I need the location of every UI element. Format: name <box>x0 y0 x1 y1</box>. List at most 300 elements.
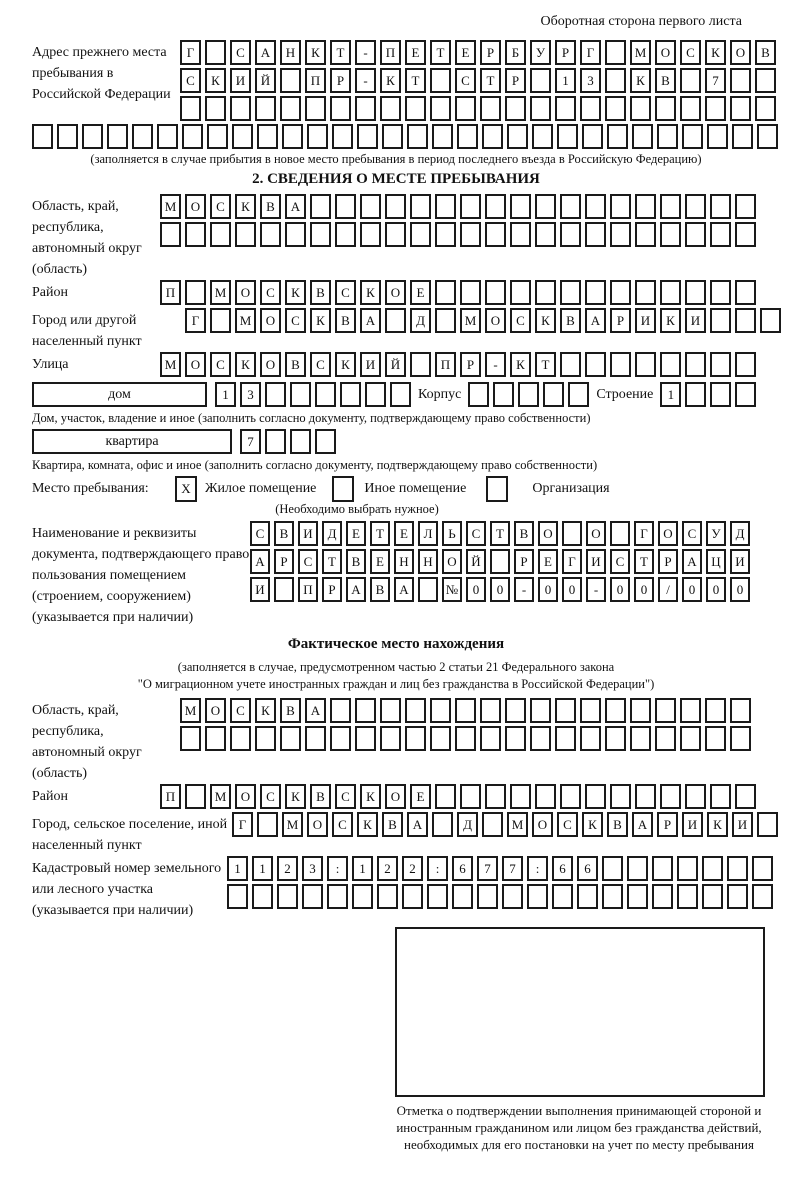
char-cell[interactable]: М <box>507 812 528 837</box>
char-cell[interactable]: М <box>160 352 181 377</box>
char-cell[interactable] <box>185 280 206 305</box>
char-cell[interactable] <box>705 726 726 751</box>
char-cell[interactable]: 7 <box>502 856 523 881</box>
char-cell[interactable]: 0 <box>562 577 582 602</box>
char-cell[interactable]: Т <box>634 549 654 574</box>
char-cell[interactable]: - <box>514 577 534 602</box>
char-cell[interactable]: Н <box>394 549 414 574</box>
char-cell[interactable] <box>485 222 506 247</box>
char-cell[interactable]: А <box>346 577 366 602</box>
char-cell[interactable] <box>560 784 581 809</box>
char-cell[interactable] <box>205 40 226 65</box>
char-cell[interactable] <box>205 96 226 121</box>
char-cell[interactable] <box>735 222 756 247</box>
char-cell[interactable]: А <box>407 812 428 837</box>
char-cell[interactable]: К <box>582 812 603 837</box>
char-cell[interactable]: Й <box>385 352 406 377</box>
char-cell[interactable]: Е <box>455 40 476 65</box>
char-cell[interactable] <box>480 726 501 751</box>
char-cell[interactable] <box>610 280 631 305</box>
char-cell[interactable] <box>307 124 328 149</box>
char-cell[interactable]: Е <box>370 549 390 574</box>
char-cell[interactable] <box>210 222 231 247</box>
char-cell[interactable] <box>755 96 776 121</box>
char-cell[interactable]: О <box>485 308 506 333</box>
char-cell[interactable] <box>510 784 531 809</box>
char-cell[interactable] <box>685 194 706 219</box>
char-cell[interactable]: 3 <box>580 68 601 93</box>
char-cell[interactable] <box>532 124 553 149</box>
char-cell[interactable]: Т <box>490 521 510 546</box>
char-cell[interactable] <box>677 884 698 909</box>
char-cell[interactable] <box>385 222 406 247</box>
char-cell[interactable] <box>405 726 426 751</box>
char-cell[interactable] <box>418 577 438 602</box>
other-premises-checkbox[interactable] <box>332 476 354 502</box>
char-cell[interactable] <box>310 222 331 247</box>
char-cell[interactable]: Р <box>505 68 526 93</box>
char-cell[interactable] <box>357 124 378 149</box>
char-cell[interactable]: - <box>485 352 506 377</box>
char-cell[interactable]: 3 <box>240 382 261 407</box>
char-cell[interactable] <box>635 784 656 809</box>
char-cell[interactable]: О <box>307 812 328 837</box>
char-cell[interactable]: 0 <box>730 577 750 602</box>
char-cell[interactable] <box>685 784 706 809</box>
char-cell[interactable]: И <box>635 308 656 333</box>
char-cell[interactable]: Т <box>370 521 390 546</box>
char-cell[interactable] <box>402 884 423 909</box>
char-cell[interactable]: : <box>527 856 548 881</box>
char-cell[interactable] <box>535 194 556 219</box>
char-cell[interactable] <box>585 280 606 305</box>
char-cell[interactable]: О <box>260 352 281 377</box>
char-cell[interactable]: - <box>586 577 606 602</box>
char-cell[interactable]: В <box>560 308 581 333</box>
char-cell[interactable] <box>730 726 751 751</box>
char-cell[interactable]: / <box>658 577 678 602</box>
char-cell[interactable]: 0 <box>490 577 510 602</box>
char-cell[interactable]: А <box>585 308 606 333</box>
char-cell[interactable]: И <box>250 577 270 602</box>
char-cell[interactable] <box>543 382 564 407</box>
char-cell[interactable]: В <box>280 698 301 723</box>
char-cell[interactable] <box>568 382 589 407</box>
char-cell[interactable]: О <box>655 40 676 65</box>
char-cell[interactable] <box>180 96 201 121</box>
char-cell[interactable]: К <box>205 68 226 93</box>
char-cell[interactable]: К <box>360 784 381 809</box>
char-cell[interactable] <box>735 194 756 219</box>
char-cell[interactable]: Г <box>232 812 253 837</box>
char-cell[interactable] <box>252 884 273 909</box>
char-cell[interactable] <box>535 222 556 247</box>
char-cell[interactable] <box>735 784 756 809</box>
char-cell[interactable]: 6 <box>577 856 598 881</box>
char-cell[interactable]: К <box>255 698 276 723</box>
char-cell[interactable] <box>630 96 651 121</box>
char-cell[interactable] <box>635 222 656 247</box>
char-cell[interactable]: 1 <box>352 856 373 881</box>
char-cell[interactable]: С <box>180 68 201 93</box>
char-cell[interactable] <box>410 352 431 377</box>
char-cell[interactable]: Г <box>180 40 201 65</box>
char-cell[interactable]: Ь <box>442 521 462 546</box>
char-cell[interactable] <box>562 521 582 546</box>
char-cell[interactable]: К <box>285 784 306 809</box>
char-cell[interactable] <box>530 726 551 751</box>
char-cell[interactable] <box>340 382 361 407</box>
char-cell[interactable] <box>605 726 626 751</box>
char-cell[interactable] <box>757 812 778 837</box>
char-cell[interactable]: Т <box>430 40 451 65</box>
char-cell[interactable] <box>302 884 323 909</box>
char-cell[interactable]: В <box>655 68 676 93</box>
char-cell[interactable]: О <box>205 698 226 723</box>
char-cell[interactable]: Р <box>460 352 481 377</box>
char-cell[interactable]: В <box>607 812 628 837</box>
char-cell[interactable] <box>752 856 773 881</box>
char-cell[interactable] <box>305 726 326 751</box>
char-cell[interactable] <box>605 40 626 65</box>
char-cell[interactable] <box>235 222 256 247</box>
char-cell[interactable]: А <box>305 698 326 723</box>
char-cell[interactable]: О <box>385 280 406 305</box>
char-cell[interactable]: 3 <box>302 856 323 881</box>
char-cell[interactable]: Т <box>330 40 351 65</box>
char-cell[interactable]: П <box>435 352 456 377</box>
char-cell[interactable] <box>290 429 311 454</box>
char-cell[interactable]: Д <box>410 308 431 333</box>
char-cell[interactable]: 0 <box>682 577 702 602</box>
char-cell[interactable]: 0 <box>634 577 654 602</box>
char-cell[interactable]: 0 <box>610 577 630 602</box>
char-cell[interactable] <box>355 698 376 723</box>
char-cell[interactable] <box>382 124 403 149</box>
char-cell[interactable] <box>555 726 576 751</box>
char-cell[interactable] <box>257 812 278 837</box>
char-cell[interactable]: К <box>707 812 728 837</box>
char-cell[interactable] <box>710 222 731 247</box>
char-cell[interactable] <box>705 96 726 121</box>
char-cell[interactable]: С <box>260 280 281 305</box>
char-cell[interactable] <box>305 96 326 121</box>
char-cell[interactable] <box>585 784 606 809</box>
char-cell[interactable] <box>660 280 681 305</box>
char-cell[interactable]: Р <box>274 549 294 574</box>
char-cell[interactable]: К <box>660 308 681 333</box>
char-cell[interactable] <box>727 884 748 909</box>
char-cell[interactable]: : <box>427 856 448 881</box>
char-cell[interactable]: И <box>360 352 381 377</box>
char-cell[interactable] <box>280 68 301 93</box>
char-cell[interactable]: Г <box>185 308 206 333</box>
char-cell[interactable] <box>485 784 506 809</box>
char-cell[interactable] <box>760 308 781 333</box>
char-cell[interactable] <box>365 382 386 407</box>
char-cell[interactable]: Д <box>322 521 342 546</box>
char-cell[interactable] <box>430 68 451 93</box>
char-cell[interactable] <box>505 698 526 723</box>
char-cell[interactable] <box>435 194 456 219</box>
char-cell[interactable] <box>710 784 731 809</box>
char-cell[interactable]: Ц <box>706 549 726 574</box>
char-cell[interactable] <box>485 194 506 219</box>
char-cell[interactable]: В <box>514 521 534 546</box>
char-cell[interactable]: В <box>310 784 331 809</box>
char-cell[interactable] <box>460 784 481 809</box>
char-cell[interactable]: О <box>385 784 406 809</box>
char-cell[interactable]: Е <box>410 280 431 305</box>
char-cell[interactable]: П <box>305 68 326 93</box>
char-cell[interactable]: 7 <box>477 856 498 881</box>
char-cell[interactable]: Р <box>514 549 534 574</box>
char-cell[interactable] <box>730 68 751 93</box>
char-cell[interactable] <box>505 726 526 751</box>
char-cell[interactable] <box>232 124 253 149</box>
char-cell[interactable] <box>577 884 598 909</box>
char-cell[interactable] <box>610 222 631 247</box>
char-cell[interactable]: К <box>357 812 378 837</box>
char-cell[interactable]: Т <box>535 352 556 377</box>
char-cell[interactable]: В <box>260 194 281 219</box>
char-cell[interactable]: А <box>250 549 270 574</box>
char-cell[interactable]: 2 <box>277 856 298 881</box>
char-cell[interactable] <box>32 124 53 149</box>
char-cell[interactable]: В <box>285 352 306 377</box>
char-cell[interactable]: М <box>160 194 181 219</box>
char-cell[interactable] <box>352 884 373 909</box>
char-cell[interactable] <box>132 124 153 149</box>
char-cell[interactable]: Р <box>322 577 342 602</box>
char-cell[interactable] <box>630 698 651 723</box>
char-cell[interactable] <box>635 194 656 219</box>
char-cell[interactable] <box>585 222 606 247</box>
char-cell[interactable] <box>680 726 701 751</box>
char-cell[interactable] <box>627 856 648 881</box>
char-cell[interactable] <box>585 194 606 219</box>
char-cell[interactable] <box>315 382 336 407</box>
char-cell[interactable]: У <box>530 40 551 65</box>
char-cell[interactable]: О <box>185 352 206 377</box>
char-cell[interactable]: К <box>235 352 256 377</box>
char-cell[interactable]: С <box>455 68 476 93</box>
char-cell[interactable] <box>460 194 481 219</box>
organization-checkbox[interactable] <box>486 476 508 502</box>
char-cell[interactable] <box>332 124 353 149</box>
char-cell[interactable] <box>282 124 303 149</box>
char-cell[interactable] <box>260 222 281 247</box>
char-cell[interactable] <box>632 124 653 149</box>
char-cell[interactable] <box>605 698 626 723</box>
char-cell[interactable] <box>655 698 676 723</box>
char-cell[interactable] <box>455 698 476 723</box>
char-cell[interactable] <box>410 222 431 247</box>
char-cell[interactable]: 1 <box>252 856 273 881</box>
char-cell[interactable] <box>560 194 581 219</box>
char-cell[interactable] <box>655 96 676 121</box>
char-cell[interactable] <box>255 726 276 751</box>
char-cell[interactable] <box>627 884 648 909</box>
char-cell[interactable] <box>210 308 231 333</box>
char-cell[interactable] <box>655 726 676 751</box>
char-cell[interactable] <box>685 352 706 377</box>
char-cell[interactable]: Р <box>657 812 678 837</box>
char-cell[interactable] <box>182 124 203 149</box>
char-cell[interactable] <box>680 698 701 723</box>
char-cell[interactable] <box>535 280 556 305</box>
char-cell[interactable] <box>360 194 381 219</box>
char-cell[interactable]: Д <box>730 521 750 546</box>
char-cell[interactable]: С <box>210 194 231 219</box>
char-cell[interactable]: Г <box>580 40 601 65</box>
char-cell[interactable]: И <box>230 68 251 93</box>
char-cell[interactable] <box>557 124 578 149</box>
char-cell[interactable] <box>468 382 489 407</box>
char-cell[interactable] <box>530 68 551 93</box>
char-cell[interactable]: Й <box>466 549 486 574</box>
char-cell[interactable]: О <box>235 784 256 809</box>
char-cell[interactable]: 0 <box>466 577 486 602</box>
char-cell[interactable]: О <box>730 40 751 65</box>
char-cell[interactable] <box>602 856 623 881</box>
char-cell[interactable] <box>755 68 776 93</box>
char-cell[interactable]: Р <box>480 40 501 65</box>
char-cell[interactable]: М <box>180 698 201 723</box>
char-cell[interactable] <box>660 352 681 377</box>
char-cell[interactable] <box>710 382 731 407</box>
char-cell[interactable]: - <box>355 40 376 65</box>
char-cell[interactable] <box>585 352 606 377</box>
char-cell[interactable]: С <box>335 784 356 809</box>
char-cell[interactable] <box>157 124 178 149</box>
char-cell[interactable]: Е <box>410 784 431 809</box>
char-cell[interactable]: 1 <box>227 856 248 881</box>
char-cell[interactable]: 7 <box>705 68 726 93</box>
char-cell[interactable]: М <box>460 308 481 333</box>
char-cell[interactable]: Е <box>394 521 414 546</box>
char-cell[interactable] <box>702 856 723 881</box>
char-cell[interactable]: О <box>586 521 606 546</box>
char-cell[interactable]: К <box>510 352 531 377</box>
char-cell[interactable]: С <box>335 280 356 305</box>
char-cell[interactable]: С <box>230 40 251 65</box>
char-cell[interactable] <box>680 96 701 121</box>
char-cell[interactable]: Р <box>330 68 351 93</box>
char-cell[interactable] <box>510 222 531 247</box>
char-cell[interactable]: К <box>705 40 726 65</box>
char-cell[interactable]: С <box>310 352 331 377</box>
char-cell[interactable] <box>580 698 601 723</box>
char-cell[interactable]: Г <box>634 521 654 546</box>
char-cell[interactable]: В <box>382 812 403 837</box>
char-cell[interactable] <box>680 68 701 93</box>
char-cell[interactable] <box>330 96 351 121</box>
char-cell[interactable] <box>677 856 698 881</box>
char-cell[interactable] <box>230 726 251 751</box>
char-cell[interactable]: С <box>298 549 318 574</box>
char-cell[interactable] <box>605 68 626 93</box>
char-cell[interactable]: О <box>185 194 206 219</box>
char-cell[interactable] <box>480 96 501 121</box>
char-cell[interactable] <box>502 884 523 909</box>
char-cell[interactable] <box>610 352 631 377</box>
char-cell[interactable] <box>335 222 356 247</box>
char-cell[interactable] <box>330 698 351 723</box>
char-cell[interactable]: К <box>360 280 381 305</box>
char-cell[interactable]: - <box>355 68 376 93</box>
char-cell[interactable] <box>405 698 426 723</box>
char-cell[interactable]: С <box>332 812 353 837</box>
char-cell[interactable] <box>710 308 731 333</box>
char-cell[interactable]: : <box>327 856 348 881</box>
char-cell[interactable]: С <box>210 352 231 377</box>
char-cell[interactable] <box>385 194 406 219</box>
char-cell[interactable] <box>107 124 128 149</box>
char-cell[interactable]: С <box>557 812 578 837</box>
char-cell[interactable] <box>57 124 78 149</box>
char-cell[interactable] <box>460 222 481 247</box>
char-cell[interactable] <box>602 884 623 909</box>
char-cell[interactable] <box>360 222 381 247</box>
char-cell[interactable]: В <box>335 308 356 333</box>
char-cell[interactable]: Л <box>418 521 438 546</box>
char-cell[interactable]: Т <box>405 68 426 93</box>
char-cell[interactable] <box>335 194 356 219</box>
char-cell[interactable] <box>432 124 453 149</box>
char-cell[interactable]: П <box>160 280 181 305</box>
char-cell[interactable] <box>635 352 656 377</box>
char-cell[interactable] <box>710 352 731 377</box>
char-cell[interactable] <box>560 352 581 377</box>
char-cell[interactable] <box>605 96 626 121</box>
char-cell[interactable] <box>580 96 601 121</box>
char-cell[interactable]: В <box>274 521 294 546</box>
char-cell[interactable]: В <box>370 577 390 602</box>
char-cell[interactable] <box>518 382 539 407</box>
char-cell[interactable]: Р <box>555 40 576 65</box>
char-cell[interactable] <box>435 308 456 333</box>
char-cell[interactable] <box>280 96 301 121</box>
char-cell[interactable] <box>380 96 401 121</box>
char-cell[interactable] <box>380 726 401 751</box>
char-cell[interactable] <box>430 726 451 751</box>
char-cell[interactable] <box>410 194 431 219</box>
char-cell[interactable] <box>460 280 481 305</box>
char-cell[interactable]: С <box>230 698 251 723</box>
char-cell[interactable] <box>185 222 206 247</box>
char-cell[interactable]: О <box>658 521 678 546</box>
char-cell[interactable] <box>710 194 731 219</box>
char-cell[interactable]: 6 <box>452 856 473 881</box>
char-cell[interactable] <box>255 96 276 121</box>
char-cell[interactable]: М <box>210 784 231 809</box>
char-cell[interactable]: А <box>394 577 414 602</box>
char-cell[interactable]: П <box>298 577 318 602</box>
char-cell[interactable] <box>630 726 651 751</box>
char-cell[interactable]: К <box>310 308 331 333</box>
char-cell[interactable]: № <box>442 577 462 602</box>
char-cell[interactable] <box>82 124 103 149</box>
char-cell[interactable] <box>510 194 531 219</box>
char-cell[interactable] <box>527 884 548 909</box>
char-cell[interactable] <box>377 884 398 909</box>
char-cell[interactable] <box>455 96 476 121</box>
char-cell[interactable] <box>490 549 510 574</box>
char-cell[interactable] <box>530 698 551 723</box>
char-cell[interactable]: Н <box>280 40 301 65</box>
char-cell[interactable] <box>702 884 723 909</box>
